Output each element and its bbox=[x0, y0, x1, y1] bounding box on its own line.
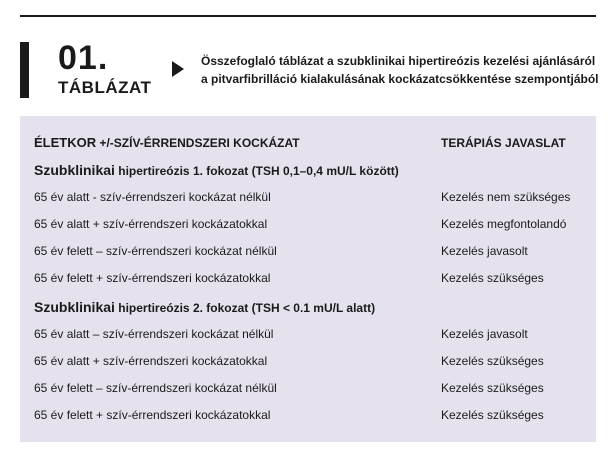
condition-cell: 65 év felett + szív-érrendszeri kockázatokkal bbox=[34, 271, 271, 285]
table-word: TÁBLÁZAT bbox=[58, 78, 152, 97]
therapy-cell: Kezelés szükséges bbox=[441, 381, 544, 395]
caption-line-1: Összefoglaló táblázat a szubklinikai hipertireózis kezelési ajánlásáról bbox=[201, 54, 596, 68]
condition-cell: 65 év felett – szív-érrendszeri kockázat nélkül bbox=[34, 381, 277, 395]
therapy-cell: Kezelés szükséges bbox=[441, 271, 544, 285]
table-row bbox=[20, 321, 596, 347]
group-title-grade-1: Szubklinikai hipertireózis 1. fokozat (TSH 0,1–0,4 mU/L között) bbox=[34, 162, 399, 178]
col-header-therapy: TERÁPIÁS JAVASLAT bbox=[441, 136, 566, 150]
table-row bbox=[20, 238, 596, 264]
col-header-age-risk: ÉLETKOR +/-SZÍV-ÉRRENDSZERI KOCKÁZAT bbox=[34, 135, 300, 150]
condition-cell: 65 év felett + szív-érrendszeri kockázatokkal bbox=[34, 408, 271, 422]
summary-table bbox=[20, 116, 596, 442]
condition-cell: 65 év alatt – szív-érrendszeri kockázat nélkül bbox=[34, 327, 274, 341]
therapy-cell: Kezelés szükséges bbox=[441, 408, 544, 422]
therapy-cell: Kezelés javasolt bbox=[441, 327, 528, 341]
table-row bbox=[20, 265, 596, 291]
arrow-right-icon bbox=[172, 61, 184, 77]
table-row bbox=[20, 211, 596, 237]
group-title-grade-2: Szubklinikai hipertireózis 2. fokozat (TSH < 0.1 mU/L alatt) bbox=[34, 299, 376, 315]
table-row bbox=[20, 184, 596, 210]
therapy-cell: Kezelés nem szükséges bbox=[441, 190, 571, 204]
therapy-cell: Kezelés megfontolandó bbox=[441, 217, 567, 231]
therapy-cell: Kezelés szükséges bbox=[441, 354, 544, 368]
top-rule bbox=[20, 15, 596, 17]
table-number: 01. bbox=[58, 39, 109, 77]
condition-cell: 65 év alatt + szív-érrendszeri kockázatokkal bbox=[34, 217, 268, 231]
heading-bar bbox=[20, 42, 29, 98]
table-row bbox=[20, 348, 596, 374]
table-header-row bbox=[20, 130, 596, 156]
condition-cell: 65 év felett – szív-érrendszeri kockázat nélkül bbox=[34, 244, 277, 258]
table-caption bbox=[201, 52, 599, 88]
table-row bbox=[20, 402, 596, 428]
caption-line-2: a pitvarfibrilláció kialakulásának kockázatcsökkentése szempontjából bbox=[201, 72, 599, 86]
therapy-cell: Kezelés javasolt bbox=[441, 244, 528, 258]
condition-cell: 65 év alatt + szív-érrendszeri kockázatokkal bbox=[34, 354, 268, 368]
condition-cell: 65 év alatt - szív-érrendszeri kockázat nélkül bbox=[34, 190, 271, 204]
table-row bbox=[20, 375, 596, 401]
